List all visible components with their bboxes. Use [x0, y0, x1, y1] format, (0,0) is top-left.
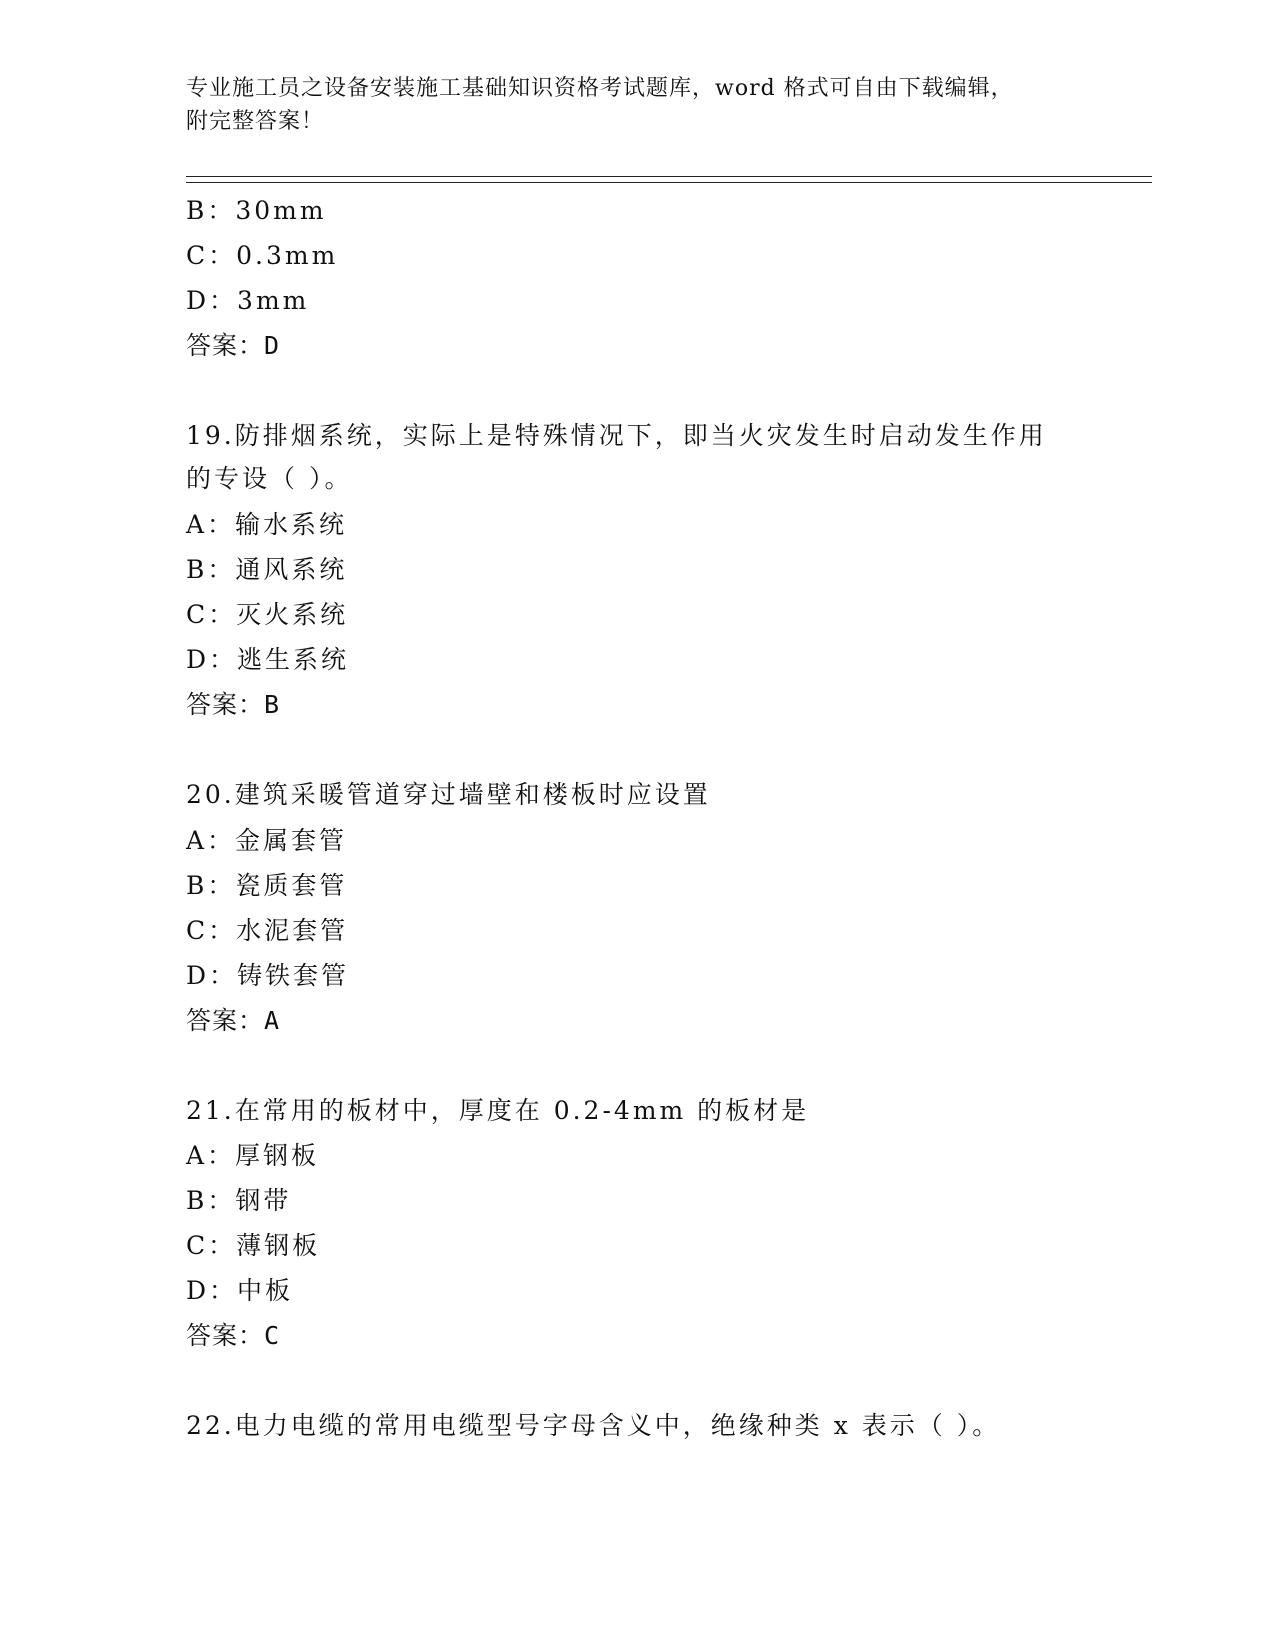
answer-value: B — [264, 690, 281, 719]
document-header — [186, 72, 1086, 138]
q18-option-d: D：3mm — [186, 286, 310, 315]
q20-option-a: A：金属套管 — [186, 826, 348, 855]
q20-stem-line-1: 20.建筑采暖管道穿过墙壁和楼板时应设置 — [186, 780, 711, 809]
answer-value: D — [264, 331, 281, 360]
q20-option-d: D：铸铁套管 — [186, 961, 350, 990]
q22-stem-line-1: 22.电力电缆的常用电缆型号字母含义中，绝缘种类 x 表示（ ）。 — [186, 1411, 1001, 1440]
header-divider-bottom — [186, 182, 1152, 183]
answer-value: A — [264, 1006, 281, 1035]
q21-stem-line-1: 21.在常用的板材中，厚度在 0.2-4mm 的板材是 — [186, 1096, 810, 1125]
q19-answer — [186, 690, 280, 720]
q20-option-c: C：水泥套管 — [186, 916, 349, 945]
q19-stem-line-1: 19.防排烟系统，实际上是特殊情况下，即当火灾发生时启动发生作用 — [186, 421, 1047, 450]
q19-option-a: A：输水系统 — [186, 510, 348, 539]
q20-answer — [186, 1006, 280, 1036]
q18-answer — [186, 331, 280, 361]
q19-option-c: C：灭火系统 — [186, 600, 349, 629]
q21-answer — [186, 1321, 280, 1351]
q19-stem-line-2: 的专设（ ）。 — [186, 464, 353, 493]
q19-option-b: B：通风系统 — [186, 555, 348, 584]
q19-option-d: D：逃生系统 — [186, 645, 350, 674]
q21-option-c: C：薄钢板 — [186, 1231, 321, 1260]
q21-option-b: B：钢带 — [186, 1186, 292, 1215]
q18-option-c: C：0.3mm — [186, 241, 339, 270]
header-line-1: 专业施工员之设备安装施工基础知识资格考试题库，word 格式可自由下载编辑， — [186, 76, 1014, 101]
header-divider-top — [186, 176, 1152, 177]
answer-label: 答案： — [186, 331, 265, 360]
answer-label: 答案： — [186, 1006, 265, 1035]
answer-label: 答案： — [186, 690, 265, 719]
q20-option-b: B：瓷质套管 — [186, 871, 348, 900]
q18-option-b: B：30mm — [186, 196, 327, 225]
q21-option-d: D：中板 — [186, 1276, 294, 1305]
q21-option-a: A：厚钢板 — [186, 1141, 320, 1170]
answer-value: C — [264, 1321, 281, 1350]
header-line-2: 附完整答案！ — [186, 109, 325, 134]
answer-label: 答案： — [186, 1321, 265, 1350]
